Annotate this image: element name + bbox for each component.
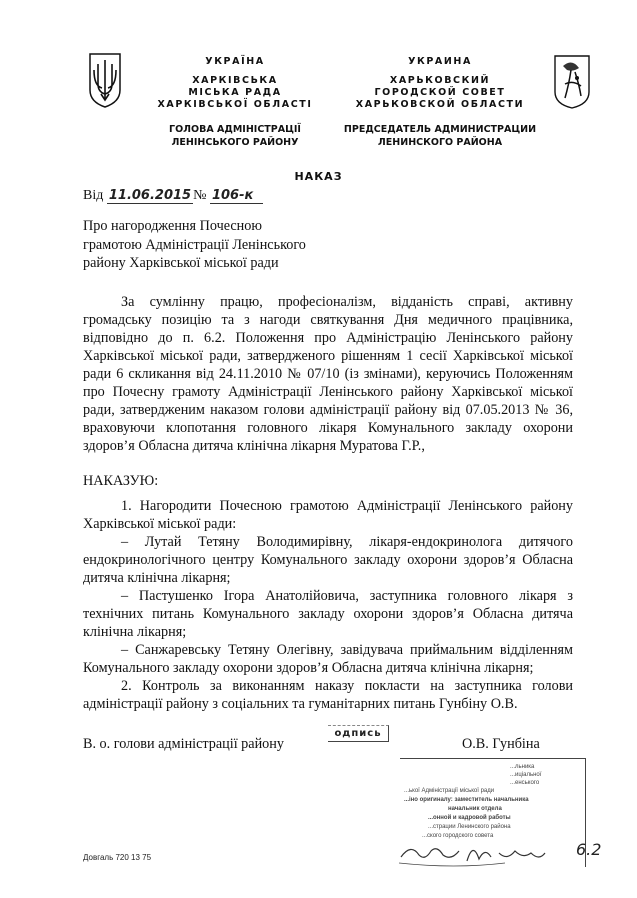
handwritten-signature-icon (395, 835, 565, 871)
stamp-line-5: начальник отдела (448, 806, 502, 812)
date-value: 11.06.2015 (108, 188, 192, 203)
person-2: – Пастушенко Ігора Анатолійовича, заступника головного лікаря з технічних питань Комунального закладу охорони здоров’я Обласна дитяча клінічна лікарня; (83, 588, 573, 640)
date-number-line (83, 188, 263, 204)
signature-position: В. о. голови адміністрації району (83, 736, 284, 752)
order-word: НАКАЗУЮ: (83, 473, 159, 489)
document-title: НАКАЗ (294, 170, 343, 183)
coat-of-arms-ukraine-icon (87, 50, 123, 110)
signature-name: О.В. Гунбіна (462, 736, 540, 752)
stamp-handwriting: 6.2 (576, 840, 602, 859)
stamp-line-3: ...ької Адміністрації міської ради (404, 788, 495, 794)
coat-of-arms-kharkiv-icon (553, 54, 591, 110)
header-right-office: ПРЕДСЕДАТЕЛЬ АДМИНИСТРАЦИИ ЛЕНИНСКОГО РАЙОНА (343, 124, 537, 148)
stamp-line-7: ...страции Ленинского района (428, 824, 511, 830)
header-left-council: ХАРКІВСЬКА МІСЬКА РАДА ХАРКІВСЬКОЇ ОБЛАСТІ (157, 75, 313, 110)
header-left-country: УКРАЇНА (205, 56, 265, 67)
header-left-office: ГОЛОВА АДМІНІСТРАЦІЇ ЛЕНІНСЬКОГО РАЙОНУ (169, 124, 301, 148)
stamp-line-0: ...льника (510, 764, 535, 770)
header-right-country: УКРАИНА (408, 56, 472, 67)
subject-block: Про нагородження Почесною грамотою Адміністрації Ленінського району Харківської міської ради (83, 218, 306, 271)
stamp-line-8: ...ского городского совета (422, 833, 494, 839)
signature-stamp: одпись (328, 725, 389, 742)
number-prefix: № (193, 188, 207, 203)
person-3: – Санжаревську Тетяну Олегівну, завідувача приймальним відділенням Комунального закладу охорони здоров’я Обласна дитяча клінічна лікарня; (83, 642, 573, 676)
preamble-paragraph: За сумлінну працю, професіоналізм, відданість справі, активну громадську позицію та з нагоди святкування Дня медичного працівника, відповідно до п. 6.2. Положення про Адміністрацію Ленінського району Харківської міської ради, затвердженого рішенням 1 сесії Харківської міської ради 6 скликання від 24.11.2010 № 07/10 (із змінами), керуючись Положенням про Почесну грамоту Адміністрації Ленінського району Харківської міської ради, затвердженим наказом голови адміністрації району від 07.05.2013 № 36, враховуючи клопотання головного лікаря Комунального закладу охорони здоров’я Обласна дитяча клінічна лікарня Муратова Г.Р., (83, 294, 573, 454)
item-1: 1. Нагородити Почесною грамотою Адміністрації Ленінського району Харківської міської ради: (83, 498, 573, 532)
date-prefix: Від (83, 188, 104, 203)
stamp-line-1: ...иціальної (510, 772, 542, 778)
stamp-line-4: ...іно оригиналу: заместитель начальника (404, 797, 529, 803)
person-1: – Лутай Тетяну Володимирівну, лікаря-ендокринолога дитячого ендокринологічного центру Комунального закладу охорони здоров’я Обласна дитяча клінічна лікарня; (83, 534, 573, 586)
number-value: 106-к (210, 188, 263, 204)
item-2: 2. Контроль за виконанням наказу покласти на заступника голови адміністрації району з соціальних та гуманітарних питань Гунбіну О.В. (83, 678, 573, 712)
order-items (83, 497, 573, 713)
footer-contact: Довгаль 720 13 75 (83, 853, 152, 862)
stamp-line-6: ...онной и кадровой работы (428, 815, 511, 821)
header-right-council: ХАРЬКОВСКИЙ ГОРОДСКОЙ СОВЕТ ХАРЬКОВСКОЙ ОБЛАСТИ (355, 75, 525, 110)
stamp-line-2: ...енського (510, 780, 540, 786)
